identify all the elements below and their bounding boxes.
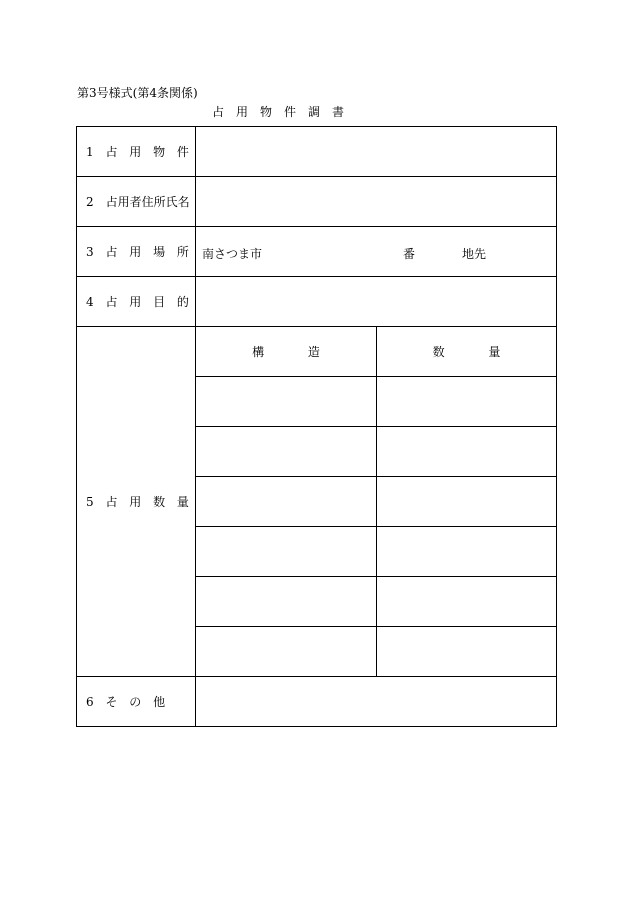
quantity-field[interactable] <box>377 627 557 677</box>
field-occupied-object[interactable] <box>196 127 557 177</box>
row-occupancy-purpose <box>77 277 557 327</box>
field-occupancy-location[interactable] <box>196 227 557 277</box>
structure-field[interactable] <box>196 577 377 627</box>
column-header-structure: 構 造 <box>196 327 377 377</box>
structure-field[interactable] <box>196 627 377 677</box>
label-occupancy-purpose: 4 占 用 目 的 <box>77 277 196 327</box>
label-occupant-address-name: 2 占用者住所氏名 <box>77 177 196 227</box>
row-occupied-object <box>77 127 557 177</box>
occupancy-survey-table <box>76 126 557 727</box>
structure-field[interactable] <box>196 477 377 527</box>
label-other: 6 そ の 他 <box>77 677 196 727</box>
quantity-field[interactable] <box>377 477 557 527</box>
row-occupant-address-name <box>77 177 557 227</box>
field-other[interactable] <box>196 677 557 727</box>
quantity-field[interactable] <box>377 377 557 427</box>
row-other <box>77 677 557 727</box>
row-quantity-header <box>77 327 557 377</box>
location-city: 南さつま市 <box>202 247 263 261</box>
field-occupant-address-name[interactable] <box>196 177 557 227</box>
location-chisaki: 地先 <box>462 247 487 261</box>
row-occupancy-location <box>77 227 557 277</box>
quantity-field[interactable] <box>377 577 557 627</box>
label-occupancy-quantity: 5 占 用 数 量 <box>77 327 196 677</box>
quantity-field[interactable] <box>377 527 557 577</box>
form-number: 第3号様式(第4条関係) <box>77 86 198 100</box>
structure-field[interactable] <box>196 427 377 477</box>
document-title: 占 用 物 件 調 書 <box>212 105 345 119</box>
quantity-field[interactable] <box>377 427 557 477</box>
structure-field[interactable] <box>196 527 377 577</box>
label-occupancy-location: 3 占 用 場 所 <box>77 227 196 277</box>
label-occupied-object: 1 占 用 物 件 <box>77 127 196 177</box>
structure-field[interactable] <box>196 377 377 427</box>
field-occupancy-purpose[interactable] <box>196 277 557 327</box>
location-ban: 番 <box>403 247 416 261</box>
column-header-quantity: 数 量 <box>377 327 557 377</box>
